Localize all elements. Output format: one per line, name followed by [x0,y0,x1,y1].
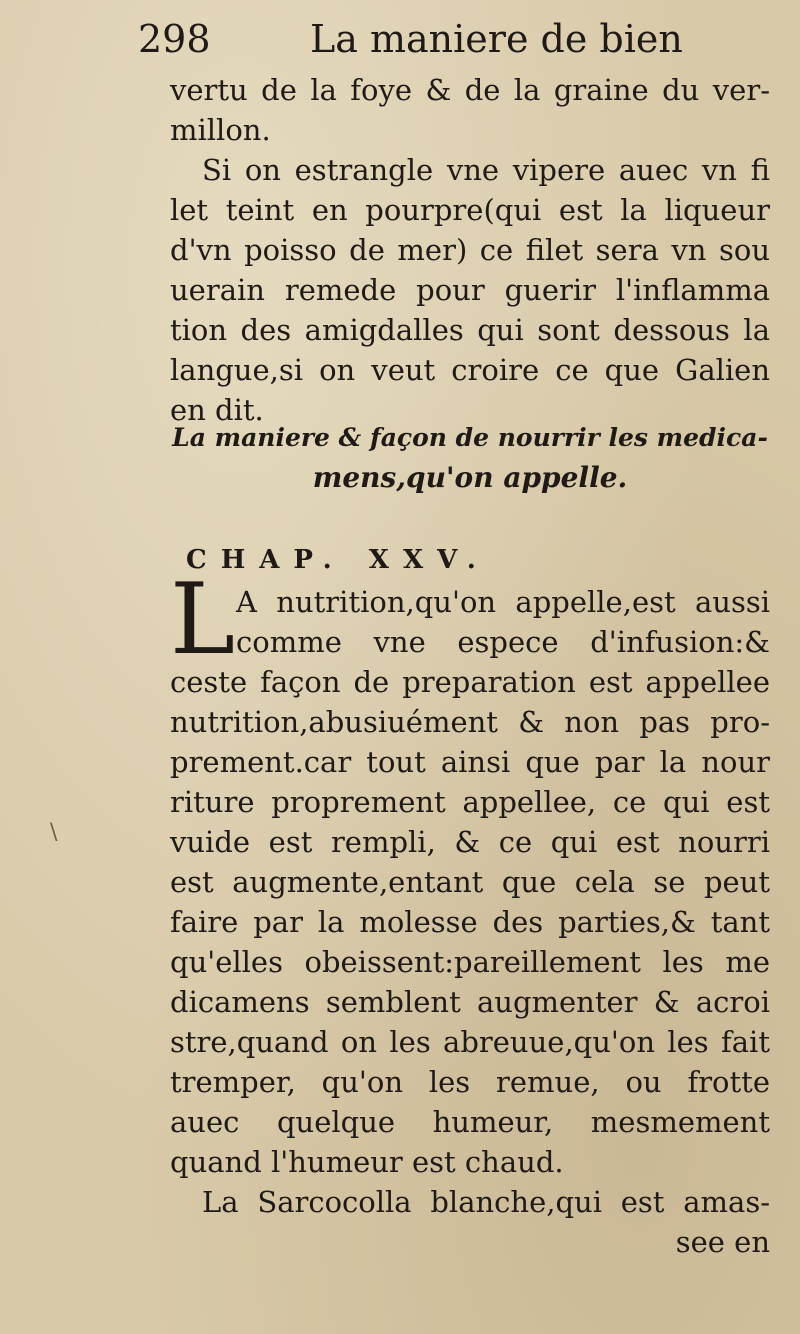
running-title: La maniere de bien [310,17,683,61]
text-line: vertu de la foye & de la graine du ver- [170,73,770,107]
text-line: en dit. [170,393,264,427]
section-1-text [170,70,770,430]
heading-line: mens,qu'on appelle. [312,461,628,494]
text-line: stre,quand on les abreuue,qu'on les fait [170,1025,770,1059]
text-line: d'vn poisso de mer) ce filet sera vn sou [170,233,770,267]
text-line: riture proprement appellee, ce qui est [170,785,770,819]
text-line: est augmente,entant que cela se peut [170,865,770,899]
text-line: tion des amigdalles qui sont dessous la [170,313,770,347]
chapter-label: CHAP. XXV. [186,545,490,575]
text-line: ceste façon de preparation est appellee [170,665,770,699]
text-line: millon. [170,113,271,147]
page-number: 298 [138,17,211,61]
text-line: tremper, qu'on les remue, ou frotte [170,1065,770,1099]
drop-cap: L [170,563,236,677]
margin-mark: \ [50,820,58,845]
text-line: see en [675,1225,770,1259]
text-line: comme vne espece d'infusion:& [236,625,770,659]
text-line: auec quelque humeur, mesmement [170,1105,770,1139]
text-line: langue,si on veut croire ce que Galien [170,353,770,387]
text-line: let teint en pourpre(qui est la liqueur [170,193,770,227]
text-line: qu'elles obeissent:pareillement les me [170,945,770,979]
text-line: dicamens semblent augmenter & acroi [170,985,770,1019]
text-line: nutrition,abusiuément & non pas pro- [170,705,770,739]
text-line: La Sarcocolla blanche,qui est amas- [202,1185,770,1219]
heading-line: La maniere & façon de nourrir les medica- [172,423,768,452]
text-line: quand l'humeur est chaud. [170,1145,564,1179]
text-line: faire par la molesse des parties,& tant [170,905,770,939]
text-line: vuide est rempli, & ce qui est nourri [170,825,770,859]
page-header [138,14,683,64]
text-line: prement.car tout ainsi que par la nour [170,745,770,779]
section-2-text [170,582,770,1262]
text-line: A nutrition,qu'on appelle,est aussi [236,585,770,619]
text-line: uerain remede pour guerir l'inflamma [170,273,770,307]
text-line: Si on estrangle vne vipere auec vn fi [202,153,770,187]
section-heading [170,418,770,498]
